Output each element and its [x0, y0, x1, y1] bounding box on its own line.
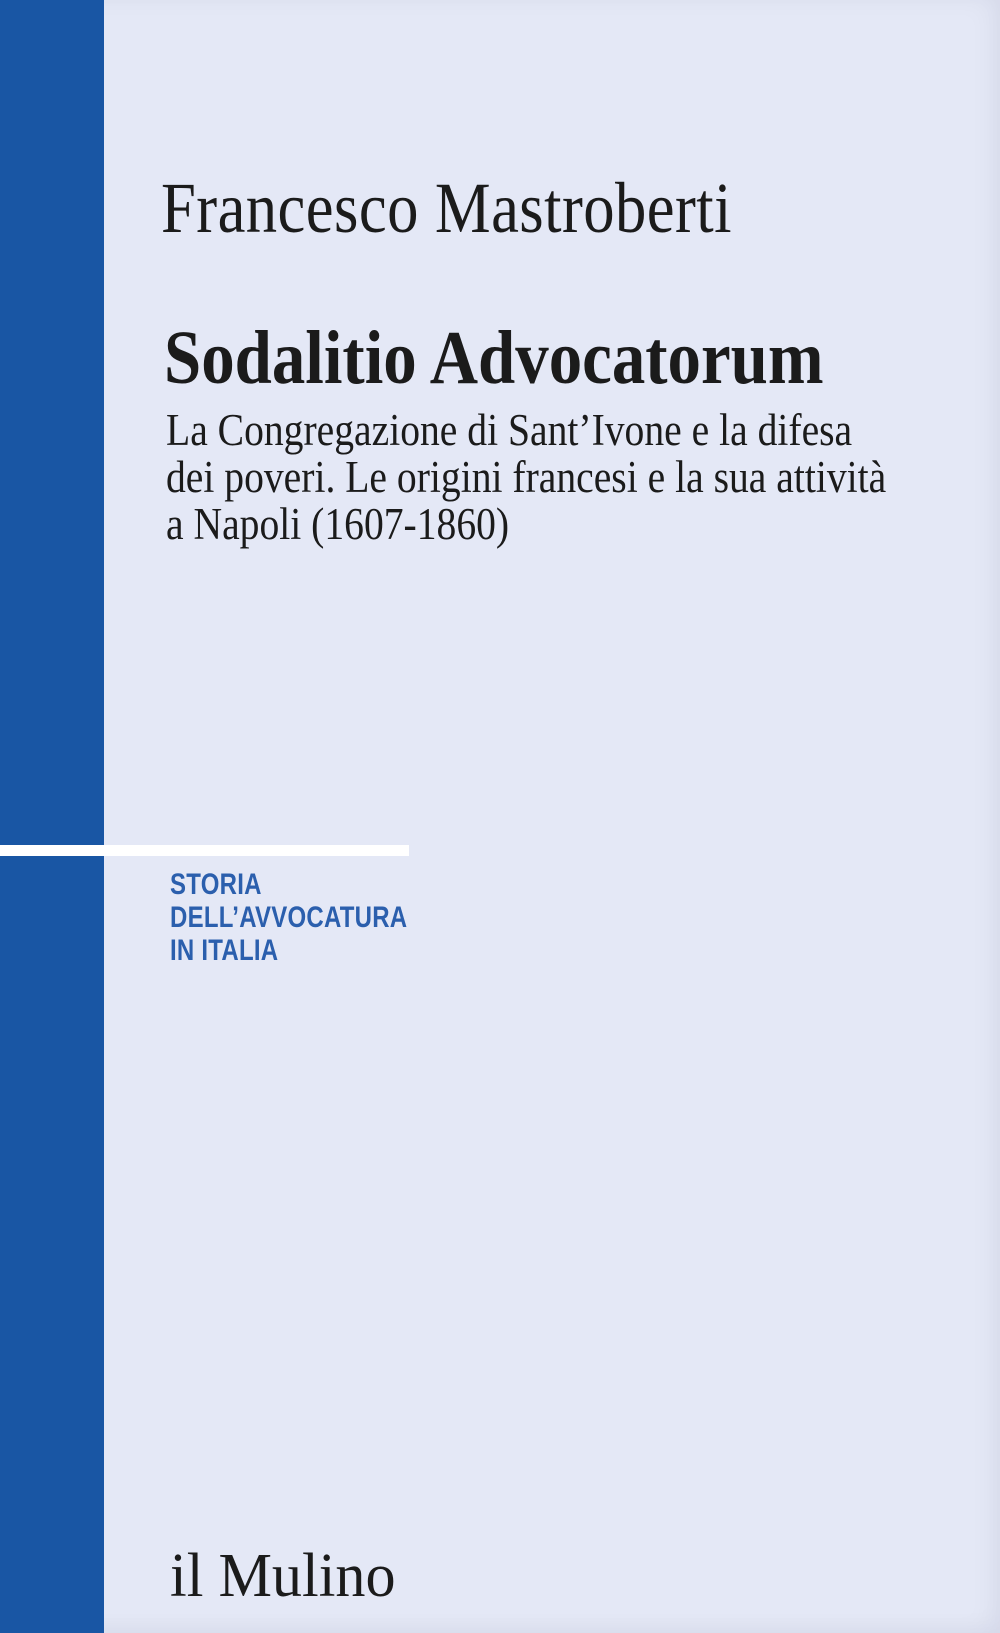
left-blue-stripe	[0, 0, 104, 1633]
subtitle-line-2: dei poveri. Le origini francesi e la sua attività	[166, 452, 887, 502]
book-title: Sodalitio Advocatorum	[164, 316, 824, 400]
series-line-1: STORIA	[170, 868, 262, 901]
horizontal-white-rule	[0, 845, 409, 856]
subtitle-line-1: La Congregazione di Sant’Ivone e la difesa	[166, 405, 853, 455]
series-line-3: IN ITALIA	[170, 934, 279, 967]
series-name	[170, 868, 407, 967]
author-name: Francesco Mastroberti	[161, 168, 732, 248]
series-line-2: DELL’AVVOCATURA	[170, 901, 408, 934]
subtitle-line-3: a Napoli (1607-1860)	[166, 499, 510, 549]
publisher-logo: il Mulino	[170, 1542, 396, 1610]
book-subtitle	[166, 407, 886, 548]
